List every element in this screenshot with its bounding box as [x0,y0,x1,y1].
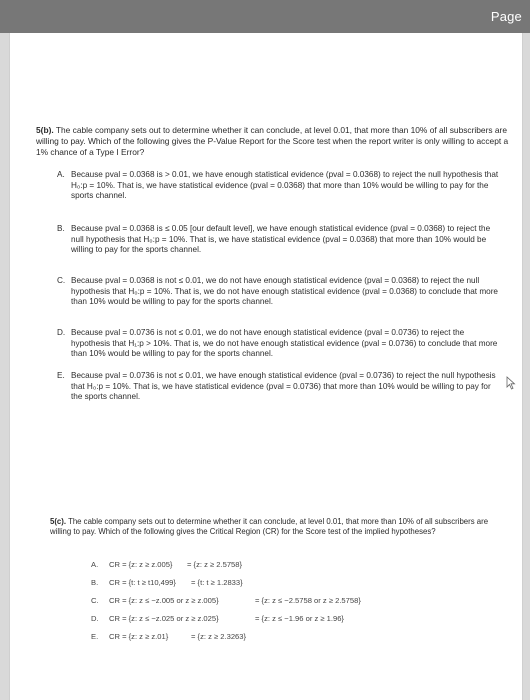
option-letter: D. [57,328,66,337]
cr-right: = {z: z ≤ −2.5758 or z ≥ 2.5758} [255,596,361,605]
option-text: Because pval = 0.0368 is not ≤ 0.01, we do not have enough statistical evidence (pval = 0.0368) to reject the null hypothesis that H₀:p = 10%. That is, we do not have enough statistical evidence (pval = 0.0368) to conclude that more than 10% would be willing to pay for the sports channel. [71,276,498,307]
option-5b-c[interactable] [57,276,503,308]
window-title: Page [490,9,522,24]
cr-right: = {z: z ≤ −1.96 or z ≥ 1.96} [255,614,344,623]
option-text: Because pval = 0.0368 is ≤ 0.05 [our default level], we have enough statistical evidence (pval = 0.0368) to reject the null hypothesis that H₀:p = 10%. That is, we have statistical evidence (pval = 0.0368) that more than 10% would be willing to pay for the sports channel. [71,224,491,255]
option-letter: B. [57,224,65,233]
cr-right: = {t: t ≥ 1.2833} [191,578,243,587]
cr-right: = {z: z ≥ 2.3263} [191,632,247,641]
option-letter: C. [57,276,66,285]
option-5b-a[interactable] [57,170,503,202]
option-letter: B. [91,578,99,587]
option-letter: A. [57,170,65,179]
cr-left: CR = {z: z ≤ −z.025 or z ≥ z.025} [109,614,219,623]
option-letter: E. [91,632,99,641]
option-text: Because pval = 0.0736 is not ≤ 0.01, we have enough statistical evidence (pval = 0.0736) to reject the null hypothesis that H₀:p = 10%. That is, we have statistical evidence (pval = 0.0736) that more than 10% would be willing to pay for the sports channel. [71,371,496,402]
question-number: 5(c). [50,517,67,526]
cr-left: CR = {z: z ≥ z.005} [109,560,173,569]
option-text: Because pval = 0.0368 is > 0.01, we have enough statistical evidence (pval = 0.0368) to reject the null hypothesis that H₀:p = 10%. That is, we have statistical evidence (pval = 0.0368) that more than 10% would be willing to pay for the sports channel. [71,170,499,201]
cr-left: CR = {t: t ≥ t10,499} [109,578,176,587]
option-letter: C. [91,596,99,605]
option-5b-d[interactable] [57,328,503,360]
question-number: 5(b). [36,125,54,135]
option-letter: D. [91,614,99,623]
window-title-bar [0,0,530,33]
option-5c-a[interactable] [91,560,243,570]
cr-right: = {z: z ≥ 2.5758} [187,560,243,569]
option-5c-d[interactable] [91,614,344,624]
cursor-arrow-icon [506,376,516,390]
option-5c-e[interactable] [91,632,247,642]
option-5b-e[interactable] [57,371,503,403]
option-5c-c[interactable] [91,596,361,606]
option-letter: E. [57,371,65,380]
cr-left: CR = {z: z ≥ z.01} [109,632,169,641]
question-5c [50,517,494,538]
question-text: The cable company sets out to determine whether it can conclude, at level 0.01, that more than 10% of all subscribers are willing to pay. Which of the following gives the P-Value Report for the Score test when the report writer is only willing to accept a 1% chance of a Type I Error? [36,125,509,157]
option-letter: A. [91,560,99,569]
question-5b [36,125,512,158]
option-text: Because pval = 0.0736 is not ≤ 0.01, we do not have enough statistical evidence (pval = 0.0736) to reject the hypothesis that H₁:p > 10%. That is, we do not have enough statistical evidence (pval = 0.0736) to conclude that more than 10% would be willing to pay for the sports channel. [71,328,498,359]
document-page[interactable] [9,33,523,700]
cr-left: CR = {z: z ≤ −z.005 or z ≥ z.005} [109,596,219,605]
option-5c-b[interactable] [91,578,243,588]
question-text: The cable company sets out to determine whether it can conclude, at level 0.01, that more than 10% of all subscribers are willing to pay. Which of the following gives the Critical Region (CR) for the Score test of the implied hypotheses? [50,517,489,537]
option-5b-b[interactable] [57,224,503,256]
